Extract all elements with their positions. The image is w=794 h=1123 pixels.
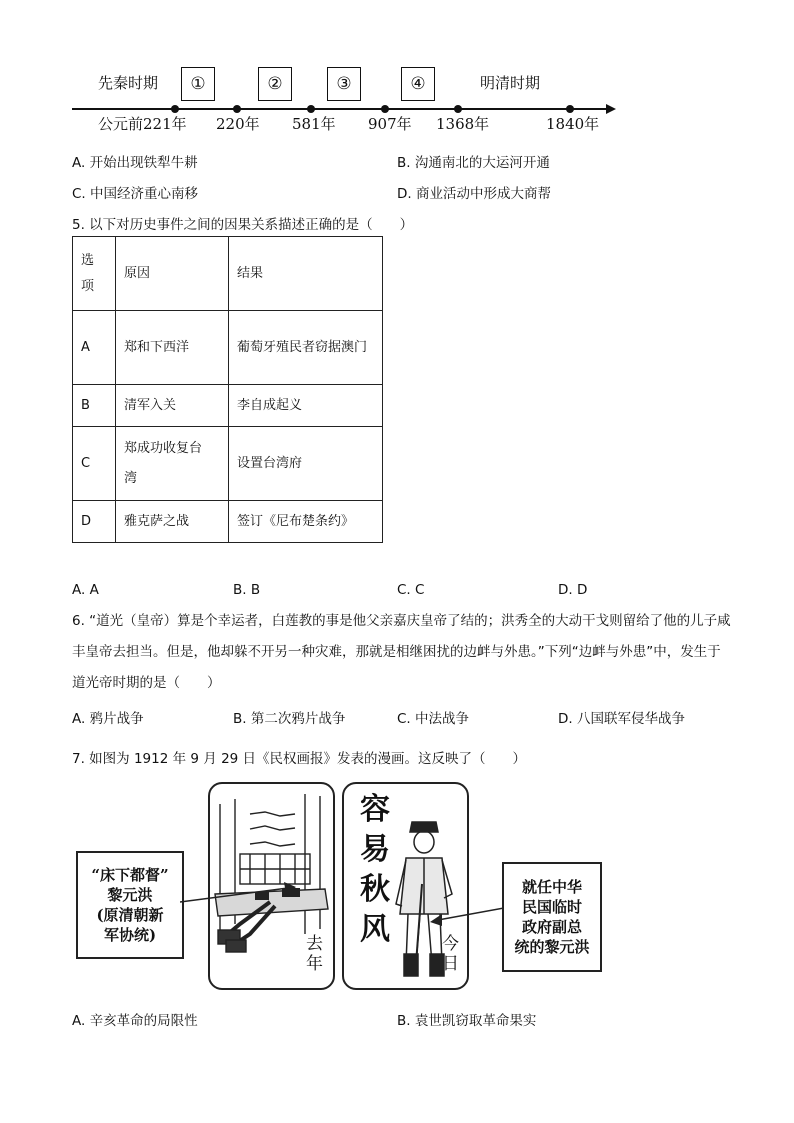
- timeline-dot: [454, 105, 462, 113]
- q5-table: [72, 236, 383, 543]
- timeline-dot: [307, 105, 315, 113]
- table-header-result: 结果: [229, 237, 383, 311]
- title-char: 易: [360, 832, 390, 867]
- title-char: 风: [360, 912, 390, 947]
- cartoon-panel-today: [342, 782, 469, 990]
- q4-option-b[interactable]: B. 沟通南北的大运河开通: [397, 155, 550, 171]
- table-header-option: [73, 237, 116, 311]
- table-cell-result: 签订《尼布楚条约》: [229, 501, 383, 543]
- callout-arrow-right: [428, 900, 504, 930]
- callout-line: 就任中华: [521, 878, 582, 896]
- table-cell-option: A: [73, 311, 116, 385]
- timeline-box-4: ④: [401, 67, 435, 101]
- q7-stem: 7. 如图为 1912 年 9 月 29 日《民权画报》发表的漫画。这反映了（ ）: [72, 751, 527, 767]
- timeline-year: 公元前221年: [98, 115, 187, 133]
- q7-option-b[interactable]: B. 袁世凯窃取革命果实: [397, 1013, 537, 1029]
- title-char: 容: [360, 792, 390, 827]
- timeline-dot: [566, 105, 574, 113]
- timeline-left-label: 先秦时期: [98, 74, 159, 92]
- q4-option-a[interactable]: A. 开始出现铁犁牛耕: [72, 155, 198, 171]
- table-row: [73, 427, 383, 501]
- table-cell-cause: [116, 427, 229, 501]
- timeline-year: 1840年: [546, 115, 600, 133]
- label-today: [442, 934, 459, 974]
- timeline-dot: [381, 105, 389, 113]
- table-cell-cause: 雅克萨之战: [116, 501, 229, 543]
- table-header-cause: 原因: [116, 237, 229, 311]
- label-char: 年: [306, 954, 323, 974]
- table-cell-option: B: [73, 385, 116, 427]
- table-row: [73, 385, 383, 427]
- callout-line: (原清朝新: [96, 906, 164, 924]
- q5-option-c[interactable]: C. C: [397, 582, 425, 598]
- timeline-box-1: ①: [181, 67, 215, 101]
- cause-text: 郑成功收复台湾: [124, 440, 203, 486]
- table-cell-cause: 清军入关: [116, 385, 229, 427]
- table-cell-option: D: [73, 501, 116, 543]
- timeline-right-label: 明清时期: [480, 74, 541, 92]
- callout-line: 政府副总: [521, 918, 582, 936]
- label-char: 日: [442, 954, 459, 974]
- timeline-axis: [72, 108, 610, 110]
- timeline-dot: [171, 105, 179, 113]
- timeline-box-2: ②: [258, 67, 292, 101]
- q5-option-d[interactable]: D. D: [558, 582, 588, 598]
- q6-option-d[interactable]: D. 八国联军侵华战争: [558, 711, 685, 727]
- timeline-year: 1368年: [436, 115, 490, 133]
- timeline-year: 907年: [368, 115, 412, 133]
- q4-option-d[interactable]: D. 商业活动中形成大商帮: [397, 186, 551, 202]
- callout-line: 民国临时: [521, 898, 582, 916]
- timeline-year: 220年: [216, 115, 260, 133]
- table-cell-result: 李自成起义: [229, 385, 383, 427]
- q5-stem: 5. 以下对历史事件之间的因果关系描述正确的是（ ）: [72, 217, 414, 233]
- callout-line: “床下都督”: [91, 866, 169, 884]
- callout-line: 统的黎元洪: [514, 938, 590, 956]
- timeline-arrow: [606, 104, 616, 114]
- callout-line: 黎元洪: [107, 886, 153, 904]
- table-row: [73, 501, 383, 543]
- timeline-box-3: ③: [327, 67, 361, 101]
- label-last-year: [306, 934, 323, 974]
- callout-arrow-left: [180, 880, 300, 910]
- cartoon-title: [360, 790, 390, 950]
- q4-option-c[interactable]: C. 中国经济重心南移: [72, 186, 199, 202]
- table-cell-result: 设置台湾府: [229, 427, 383, 501]
- q6-option-a[interactable]: A. 鸦片战争: [72, 711, 144, 727]
- q5-option-a[interactable]: A. A: [72, 582, 99, 598]
- q6-stem: 6. “道光（皇帝）算是个幸运者，白莲教的事是他父亲嘉庆皇帝了结的；洪秀全的大动干戈则留给了他的儿子咸丰皇帝去担当。但是，他却躲不开另一种灾难，那就是相继困扰的边衅与外患。”下列“边衅与外患”中，发生于道光帝时期的是（ ）: [72, 613, 731, 691]
- callout-bed-governor: [76, 851, 184, 959]
- table-cell-result: [229, 311, 383, 385]
- timeline-year: 581年: [292, 115, 336, 133]
- title-char: 秋: [360, 872, 390, 907]
- label-char: 今: [442, 934, 459, 954]
- q6-option-b[interactable]: B. 第二次鸦片战争: [233, 711, 346, 727]
- callout-vice-president: [502, 862, 602, 972]
- table-header-row: [73, 237, 383, 311]
- label-char: 去: [306, 934, 323, 954]
- q5-option-b[interactable]: B. B: [233, 582, 261, 598]
- q7-option-a[interactable]: A. 辛亥革命的局限性: [72, 1013, 198, 1029]
- table-cell-option: C: [73, 427, 116, 501]
- q6-option-c[interactable]: C. 中法战争: [397, 711, 470, 727]
- result-text: 葡萄牙殖民者窃据澳门: [237, 339, 368, 355]
- table-cell-cause: 郑和下西洋: [116, 311, 229, 385]
- timeline-dot: [233, 105, 241, 113]
- table-row: [73, 311, 383, 385]
- callout-line: 军协统): [103, 926, 157, 944]
- header-text: 选项: [81, 252, 95, 294]
